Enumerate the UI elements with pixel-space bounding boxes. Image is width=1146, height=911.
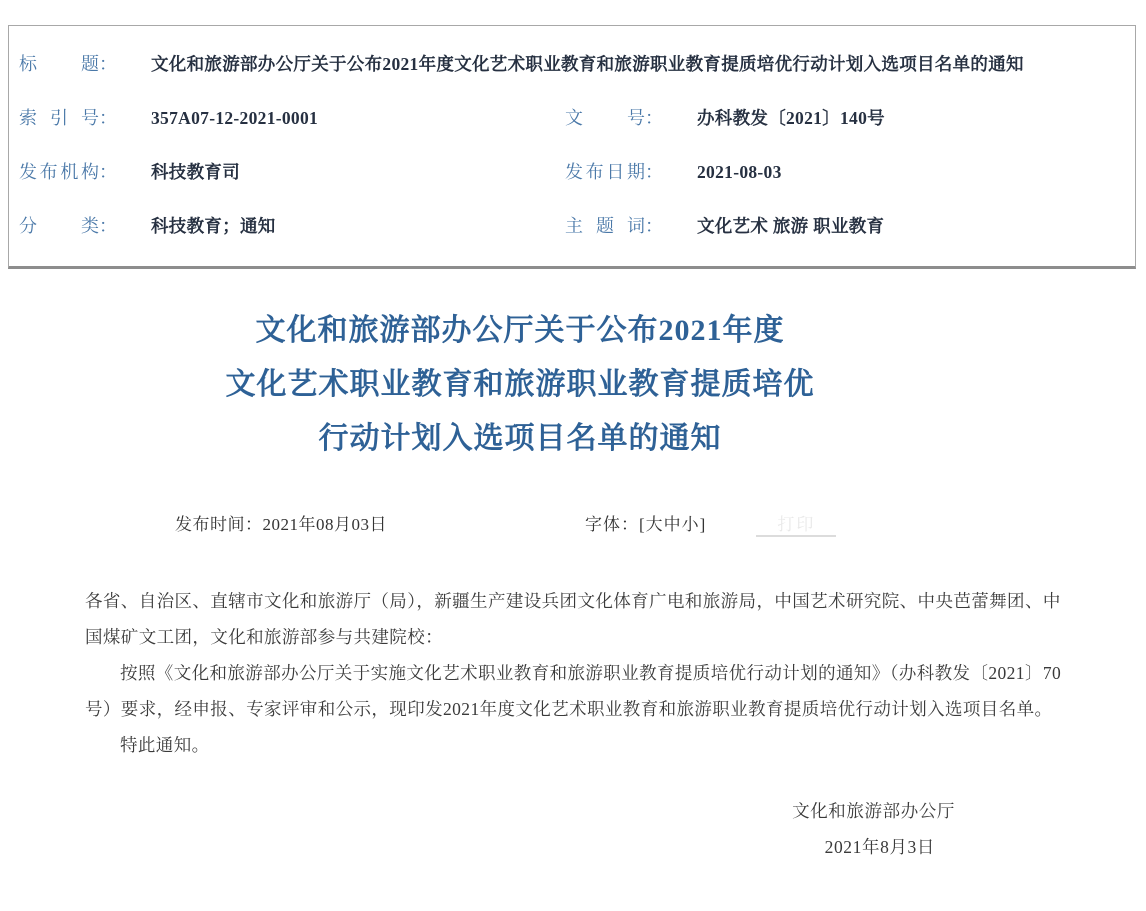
article	[0, 268, 1146, 865]
field-keywords-colon: ：	[645, 216, 663, 236]
field-issuer-colon: ：	[99, 162, 117, 182]
meta-row-category	[19, 212, 1121, 240]
field-pub-date-value: 2021-08-03	[697, 162, 782, 182]
font-size-label: 字体：	[585, 515, 639, 534]
field-index-no-value: 357A07-12-2021-0001	[151, 108, 319, 128]
field-doc-no-colon: ：	[645, 108, 663, 128]
field-keywords-value: 文化艺术 旅游 职业教育	[697, 216, 885, 236]
signature-block	[85, 793, 1075, 865]
field-pub-date-colon: ：	[645, 162, 663, 182]
field-pub-date	[565, 158, 1121, 184]
field-category-label: 分类	[19, 216, 99, 236]
field-issuer-label: 发布机构	[19, 162, 99, 182]
signature-date: 2021年8月3日	[824, 837, 935, 857]
field-category-value: 科技教育；通知	[151, 216, 276, 236]
field-title-colon: ：	[99, 54, 117, 74]
field-index-no	[19, 104, 565, 130]
field-title-label: 标题	[19, 54, 99, 74]
field-doc-no-label: 文号	[565, 108, 645, 128]
document-title-line2: 文化艺术职业教育和旅游职业教育提质培优	[225, 368, 815, 401]
article-meta-bar	[85, 510, 1075, 537]
field-keywords	[565, 212, 1121, 238]
document-title	[85, 304, 1075, 466]
field-category-colon: ：	[99, 216, 117, 236]
publish-time: 发布时间：2021年08月03日	[175, 515, 387, 534]
paragraph-main: 按照《文化和旅游部办公厅关于实施文化艺术职业教育和旅游职业教育提质培优行动计划的通知》（办科教发〔2021〕70号）要求，经申报、专家评审和公示，现印发2021年度文化艺术职业教育和旅游职业教育提质培优行动计划入选项目名单。	[85, 663, 1062, 719]
font-size-options[interactable]: [大中小]	[639, 515, 707, 534]
paragraph-recipients: 各省、自治区、直辖市文化和旅游厅（局），新疆生产建设兵团文化体育广电和旅游局，中国艺术研究院、中央芭蕾舞团、中国煤矿文工团，文化和旅游部参与共建院校：	[85, 591, 1061, 647]
meta-row-title	[19, 50, 1121, 78]
document-title-line3: 行动计划入选项目名单的通知	[318, 422, 722, 455]
signature-org: 文化和旅游部办公厅	[792, 801, 955, 821]
article-body	[85, 583, 1075, 763]
field-index-no-colon: ：	[99, 108, 117, 128]
print-button[interactable]: 打印	[756, 510, 836, 537]
field-title	[19, 50, 1024, 76]
field-pub-date-label: 发布日期	[565, 162, 645, 182]
font-size-control	[585, 510, 706, 535]
paragraph-closing: 特此通知。	[120, 735, 210, 755]
metadata-panel	[8, 25, 1136, 269]
meta-row-issuer	[19, 158, 1121, 186]
field-issuer-value: 科技教育司	[151, 162, 240, 182]
document-title-line1: 文化和旅游部办公厅关于公布2021年度	[255, 314, 785, 347]
field-doc-no-value: 办科教发〔2021〕140号	[697, 108, 885, 128]
field-category	[19, 212, 565, 238]
field-title-value: 文化和旅游部办公厅关于公布2021年度文化艺术职业教育和旅游职业教育提质培优行动计划入选项目名单的通知	[151, 54, 1024, 74]
field-index-no-label: 索引号	[19, 108, 99, 128]
field-keywords-label: 主题词	[565, 216, 645, 236]
field-issuer	[19, 158, 565, 184]
meta-row-index	[19, 104, 1121, 132]
field-doc-no	[565, 104, 1121, 130]
